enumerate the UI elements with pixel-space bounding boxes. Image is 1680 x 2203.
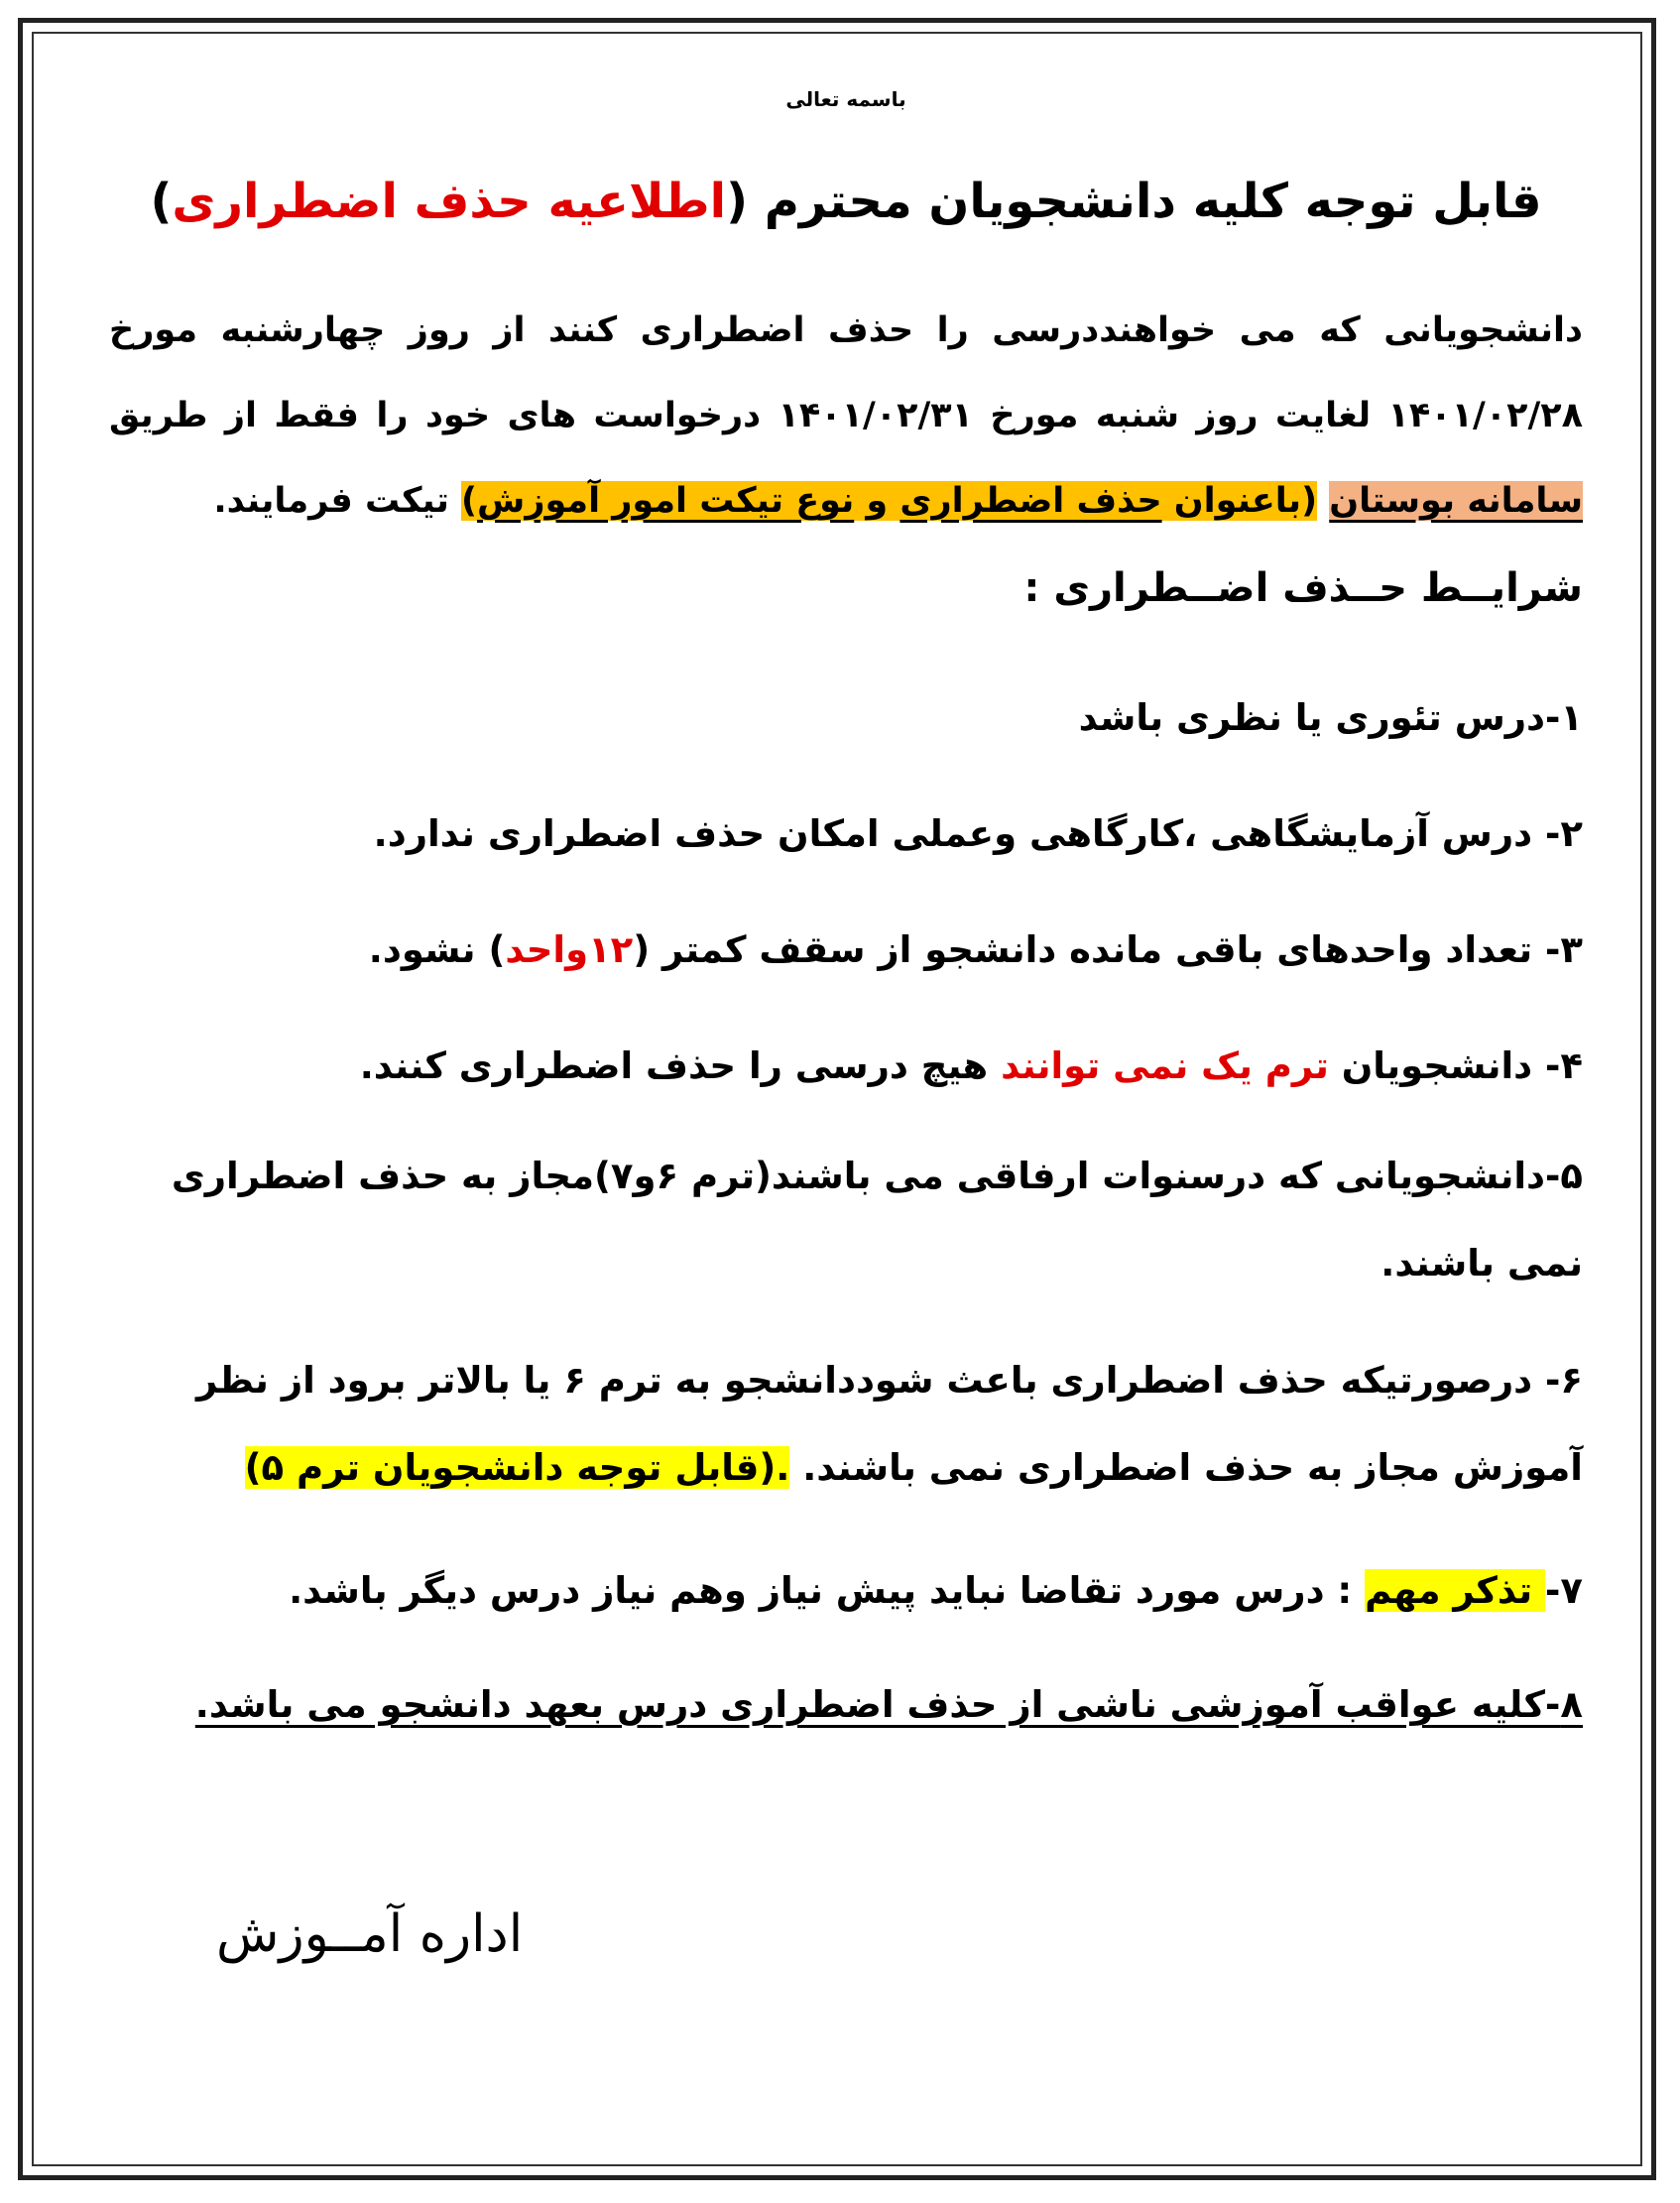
condition-4-red: ترم یک نمی توانند (1001, 1044, 1329, 1087)
announcement-title (109, 167, 1583, 236)
ticket-open: (باعنوان (1161, 481, 1318, 521)
condition-item-4 (109, 1023, 1583, 1110)
intro-space (1317, 481, 1329, 521)
condition-6-highlight: .(قابل توجه دانشجویان ترم ۵) (244, 1446, 790, 1489)
invocation-text: باسمه تعالی (785, 87, 906, 111)
condition-6-before: ۶- درصورتیکه حذف اضطراری باعث شوددانشجو به ترم ۶ یا بالاتر برود از نظر آموزش مجاز به حذف اضطراری نمی باشند. (195, 1359, 1583, 1489)
ticket-mid: و (854, 481, 900, 521)
announcement-page (109, 0, 1583, 2203)
condition-item-1: ۱-درس تئوری یا نظری باشد (1078, 696, 1583, 739)
condition-item-3 (109, 907, 1583, 994)
system-name-highlight: سامانه بوستان (1329, 481, 1583, 521)
condition-item-6 (109, 1337, 1583, 1512)
condition-4-after: هیچ درسی را حذف اضطراری کنند. (359, 1044, 1002, 1087)
ticket-title: حذف اضطراری (900, 481, 1162, 521)
condition-3-before: ۳- تعداد واحدهای باقی مانده دانشجو از سقف کمتر ( (633, 928, 1583, 971)
condition-item-5: ۵-دانشجویانی که درسنوات ارفاقی می باشند(ترم ۶و۷)مجاز به حذف اضطراری نمی باشند. (171, 1155, 1583, 1285)
title-suffix: ) (150, 174, 173, 229)
intro-part2: تیکت فرمایند. (213, 481, 462, 521)
condition-item-2: ۲- درس آزمایشگاهی ،کارگاهی وعملی امکان حذف اضطراری ندارد. (373, 812, 1583, 855)
condition-7-number: ۷- (1545, 1569, 1583, 1612)
intro-paragraph (109, 288, 1583, 544)
title-highlight: اطلاعیه حذف اضطراری (172, 174, 727, 229)
ticket-type: نوع تیکت امور آموزش (477, 481, 855, 521)
condition-7-highlight: تذکر مهم (1365, 1569, 1546, 1612)
ticket-instructions-highlight (461, 481, 1317, 521)
intro-part1: دانشجویانی که می خواهنددرسی را حذف اضطراری کنند از روز چهارشنبه مورخ ۱۴۰۱/۰۲/۲۸ لغایت روز شنبه مورخ ۱۴۰۱/۰۲/۳۱ درخواست های خود را فقط از طریق (109, 310, 1583, 435)
conditions-heading: شرایــط حــذف اضــطراری : (1023, 565, 1583, 611)
ticket-close: ) (461, 481, 478, 521)
signature-office: اداره آمــوزش (216, 1904, 524, 1964)
title-prefix: قابل توجه کلیه دانشجویان محترم ( (726, 174, 1542, 229)
condition-item-8 (109, 1661, 1583, 1749)
condition-7-after: : درس مورد تقاضا نباید پیش نیاز وهم نیاز درس دیگر باشد. (289, 1569, 1366, 1612)
condition-8-text: ۸-کلیه عواقب آموزشی ناشی از حذف اضطراری درس بعهد دانشجو می باشد. (194, 1683, 1583, 1726)
condition-4-before: ۴- دانشجویان (1328, 1044, 1583, 1087)
condition-item-7 (109, 1547, 1583, 1635)
condition-3-red: ۱۲واحد (505, 928, 634, 971)
condition-3-after: ) نشود. (368, 928, 506, 971)
